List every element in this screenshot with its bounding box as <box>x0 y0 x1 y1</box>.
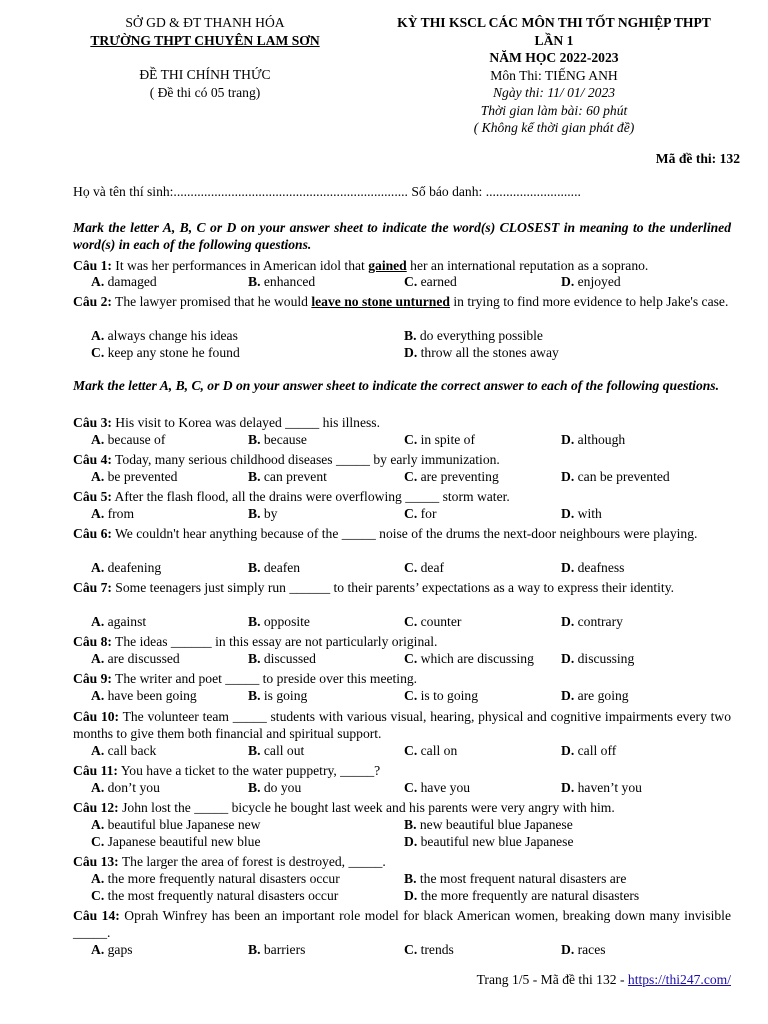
option-c: C. trends <box>404 942 454 957</box>
option-a: A. don’t you <box>91 780 160 795</box>
option-b: B. opposite <box>248 614 310 629</box>
exam-round: LẦN 1 <box>534 32 574 48</box>
option-b: B. do you <box>248 780 302 795</box>
option-a: A. call back <box>91 743 157 758</box>
option-a: A. gaps <box>91 942 133 957</box>
options-row <box>91 327 731 344</box>
options-row <box>91 505 731 522</box>
question-5: Câu 5: After the flash flood, all the drains were overflowing _____ storm water. <box>73 489 510 504</box>
option-d: D. can be prevented <box>561 469 670 484</box>
option-d: D. throw all the stones away <box>404 345 559 360</box>
option-b: B. is going <box>248 688 308 703</box>
options-row <box>91 431 731 448</box>
options-row <box>91 559 731 576</box>
option-a: A. the more frequently natural disasters occur <box>91 871 340 886</box>
option-c: C. have you <box>404 780 471 795</box>
option-d: D. beautiful new blue Japanese <box>404 834 574 849</box>
options-row <box>91 833 731 850</box>
option-d: D. haven’t you <box>561 780 642 795</box>
school-year: NĂM HỌC 2022-2023 <box>489 50 619 65</box>
option-a: A. because of <box>91 432 166 447</box>
option-c: C. the most frequently natural disasters occur <box>91 888 339 903</box>
question-13: Câu 13: The larger the area of forest is destroyed, _____. <box>73 854 386 869</box>
duration-note: ( Không kể thời gian phát đề) <box>473 120 635 135</box>
option-c: C. keep any stone he found <box>91 345 240 360</box>
option-b: B. barriers <box>248 942 306 957</box>
options-row <box>91 273 731 290</box>
option-b: B. the most frequent natural disasters are <box>404 871 627 886</box>
option-c: C. Japanese beautiful new blue <box>91 834 261 849</box>
section1-instruction: Mark the letter A, B, C or D on your answer sheet to indicate the word(s) CLOSEST in meaning to the underlined word(s) in each of the following questions. <box>73 220 731 252</box>
option-b: B. enhanced <box>248 274 316 289</box>
school-name: TRƯỜNG THPT CHUYÊN LAM SƠN <box>90 32 320 48</box>
option-c: C. call on <box>404 743 458 758</box>
question-9: Câu 9: The writer and poet _____ to preside over this meeting. <box>73 671 418 686</box>
question-12: Câu 12: John lost the _____ bicycle he bought last week and his parents were very angry with him. <box>73 800 615 815</box>
option-a: A. be prevented <box>91 469 178 484</box>
footer-text: Trang 1/5 - Mã đề thi 132 - <box>476 972 628 987</box>
question-4: Câu 4: Today, many serious childhood diseases _____ by early immunization. <box>73 452 500 467</box>
option-c: C. are preventing <box>404 469 499 484</box>
options-row <box>91 779 731 796</box>
option-d: D. discussing <box>561 651 635 666</box>
question-3: Câu 3: His visit to Korea was delayed _____ his illness. <box>73 415 380 430</box>
option-b: B. can prevent <box>248 469 327 484</box>
option-c: C. in spite of <box>404 432 475 447</box>
underlined-phrase: leave no stone unturned <box>311 294 450 309</box>
question-2: Câu 2: The lawyer promised that he would leave no stone unturned in trying to find more evidence to help Jake's case. <box>73 294 729 309</box>
options-row <box>91 941 731 958</box>
option-b: B. discussed <box>248 651 316 666</box>
options-row <box>91 344 731 361</box>
option-d: D. call off <box>561 743 617 758</box>
footer-link[interactable]: https://thi247.com/ <box>627 972 731 987</box>
question-label: Câu 2: <box>73 294 112 309</box>
option-b: B. do everything possible <box>404 328 543 343</box>
subject: Môn Thi: TIẾNG ANH <box>490 67 618 83</box>
option-a: A. beautiful blue Japanese new <box>91 817 261 832</box>
option-a: A. deafening <box>91 560 162 575</box>
question-6: Câu 6: We couldn't hear anything because of the _____ noise of the drums the next-door neighbours were playing. <box>73 526 698 541</box>
option-c: C. which are discussing <box>404 651 534 666</box>
header-right <box>368 14 740 137</box>
underlined-word: gained <box>368 258 407 273</box>
exam-code: Mã đề thi: 132 <box>655 151 740 166</box>
option-a: A. from <box>91 506 135 521</box>
option-d: D. races <box>561 942 606 957</box>
option-a: A. against <box>91 614 147 629</box>
options-row <box>91 816 731 833</box>
candidate-info-line: Họ và tên thí sinh:..................................................................... Số báo danh: ............................ <box>73 184 581 199</box>
options-row <box>91 650 731 667</box>
options-row <box>91 887 731 904</box>
option-d: D. are going <box>561 688 629 703</box>
option-c: C. earned <box>404 274 457 289</box>
option-c: C. counter <box>404 614 462 629</box>
exam-duration: Thời gian làm bài: 60 phút <box>480 102 628 118</box>
option-a: A. are discussed <box>91 651 180 666</box>
exam-date: Ngày thi: 11/ 01/ 2023 <box>492 85 616 100</box>
options-row <box>91 613 731 630</box>
question-label: Câu 1: <box>73 258 112 273</box>
question-7: Câu 7: Some teenagers just simply run ______ to their parents’ expectations as a way to express their identity. <box>73 580 675 595</box>
option-b: B. deafen <box>248 560 301 575</box>
exam-title: KỲ THI KSCL CÁC MÔN THI TỐT NGHIỆP THPT <box>397 15 711 30</box>
option-b: B. because <box>248 432 307 447</box>
option-c: C. for <box>404 506 437 521</box>
question-14: Câu 14: Oprah Winfrey has been an important role model for black American women, breaking down many invisible _____. <box>73 908 731 940</box>
page-footer <box>477 972 731 988</box>
question-8: Câu 8: The ideas ______ in this essay are not particularly original. <box>73 634 438 649</box>
option-b: B. call out <box>248 743 305 758</box>
option-c: C. deaf <box>404 560 445 575</box>
option-a: A. have been going <box>91 688 197 703</box>
option-d: D. the more frequently are natural disasters <box>404 888 640 903</box>
option-d: D. enjoyed <box>561 274 621 289</box>
official-exam-label: ĐỀ THI CHÍNH THỨC <box>139 67 271 82</box>
header-left <box>70 14 340 101</box>
options-row <box>91 687 731 704</box>
options-row <box>91 870 731 887</box>
question-10: Câu 10: The volunteer team _____ students with various visual, hearing, physical and cognitive impairments every two months to give them both financial and spiritual support. <box>73 709 731 741</box>
page-count-note: ( Đề thi có 05 trang) <box>149 84 261 100</box>
option-c: C. is to going <box>404 688 479 703</box>
options-row <box>91 742 731 759</box>
option-b: B. new beautiful blue Japanese <box>404 817 573 832</box>
option-d: D. deafness <box>561 560 625 575</box>
option-d: D. contrary <box>561 614 623 629</box>
section2-instruction: Mark the letter A, B, C, or D on your answer sheet to indicate the correct answer to each of the following questions. <box>73 378 719 393</box>
option-d: D. with <box>561 506 602 521</box>
question-1: Câu 1: It was her performances in American idol that gained her an international reputation as a soprano. <box>73 258 649 273</box>
department-name: SỞ GD & ĐT THANH HÓA <box>125 15 285 30</box>
option-d: D. although <box>561 432 626 447</box>
options-row <box>91 468 731 485</box>
option-b: B. by <box>248 506 278 521</box>
question-11: Câu 11: You have a ticket to the water puppetry, _____? <box>73 763 381 778</box>
option-a: A. damaged <box>91 274 157 289</box>
option-a: A. always change his ideas <box>91 328 238 343</box>
